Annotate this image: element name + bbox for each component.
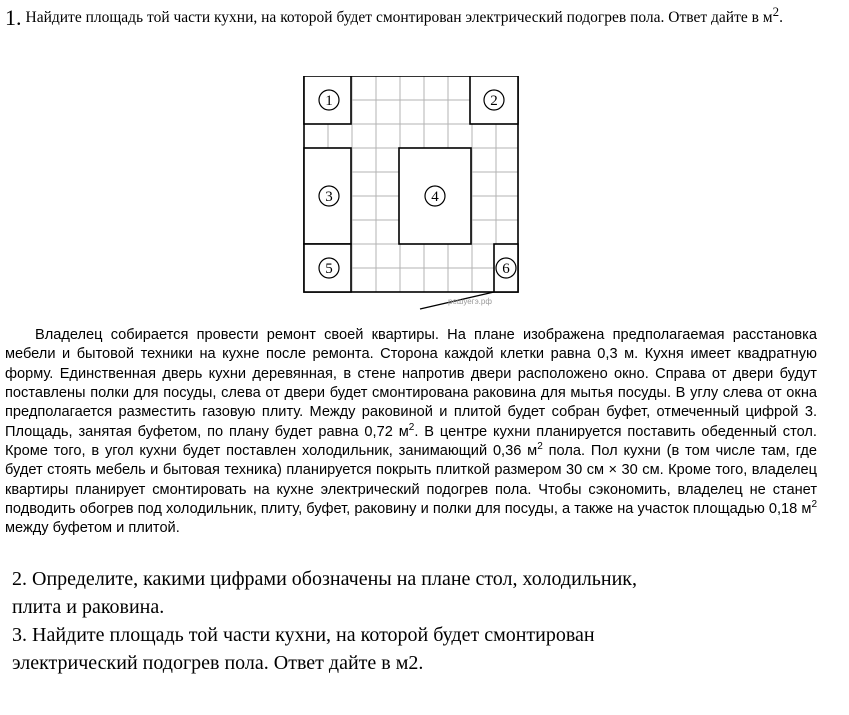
plan-label-1: 1: [325, 93, 333, 109]
question-3-line-2: электрический подогрев пола. Ответ дайте в м2.: [12, 652, 424, 674]
questions-2-3: [12, 565, 812, 677]
plan-label-6: 6: [502, 261, 510, 277]
condition-sup-3: 2: [811, 499, 817, 511]
question-1-end: .: [779, 9, 783, 27]
condition-sup-1: 2: [408, 421, 415, 433]
watermark: решуегэ.рф: [448, 297, 492, 306]
condition-sup-2: 2: [537, 441, 543, 453]
question-1: [5, 0, 817, 30]
condition-part-3: пола. Пол кухни (в том числе там, где будет стоять мебель и бытовая техника) планируется покрыть плиткой размером 30 см × 30 см. Кроме того, владелец квартиры планирует смонтировать на кухне электрический подогрев пола. Чтобы сэкономить, владелец не станет подводить обогрев под холодильник, плиту, буфет, раковину и полки для посуды, а также на участок площадью 0,18 м: [5, 443, 817, 518]
plan-label-4: 4: [431, 189, 439, 205]
kitchen-plan-diagram: [302, 76, 520, 316]
question-2-line-1: 2. Определите, какими цифрами обозначены на плане стол, холодильник,: [12, 568, 637, 590]
plan-label-2: 2: [490, 93, 498, 109]
plan-label-5: 5: [325, 261, 333, 277]
problem-condition: [5, 326, 817, 539]
question-1-text: Найдите площадь той части кухни, на которой будет смонтирован электрический подогрев пола. Ответ дайте в м: [25, 9, 773, 27]
condition-part-4: между буфетом и плитой.: [5, 520, 180, 537]
question-2-line-2: плита и раковина.: [12, 596, 165, 618]
question-3-line-1: 3. Найдите площадь той части кухни, на которой будет смонтирован: [12, 624, 595, 646]
condition-part-1: Владелец собирается провести ремонт своей квартиры. На плане изображена предполагаемая расстановка мебели и бытовой техники на кухне после ремонта. Сторона каждой клетки равна 0,3 м. Кухня имеет квадратную форму. Единственная дверь кухни деревянная, в стене напротив двери расположено окно. Справа от двери будут поставлены полки для посуды, слева от двери будет смонтирована раковина для мытья посуды. В углу слева от окна предполагается разместить газовую плиту. Между раковиной и плитой будет собран буфет, отмеченный цифрой 3. Площадь, занятая буфетом, по плану будет равна 0,72 м: [5, 327, 817, 440]
plan-label-3: 3: [325, 189, 333, 205]
condition-part-2: . В центре кухни планируется поставить обеденный стол. Кроме того, в угол кухни будет поставлен холодильник, занимающий 0,36 м: [5, 423, 817, 460]
question-1-number: 1.: [5, 5, 22, 31]
question-1-unit-sup: 2: [772, 4, 780, 19]
